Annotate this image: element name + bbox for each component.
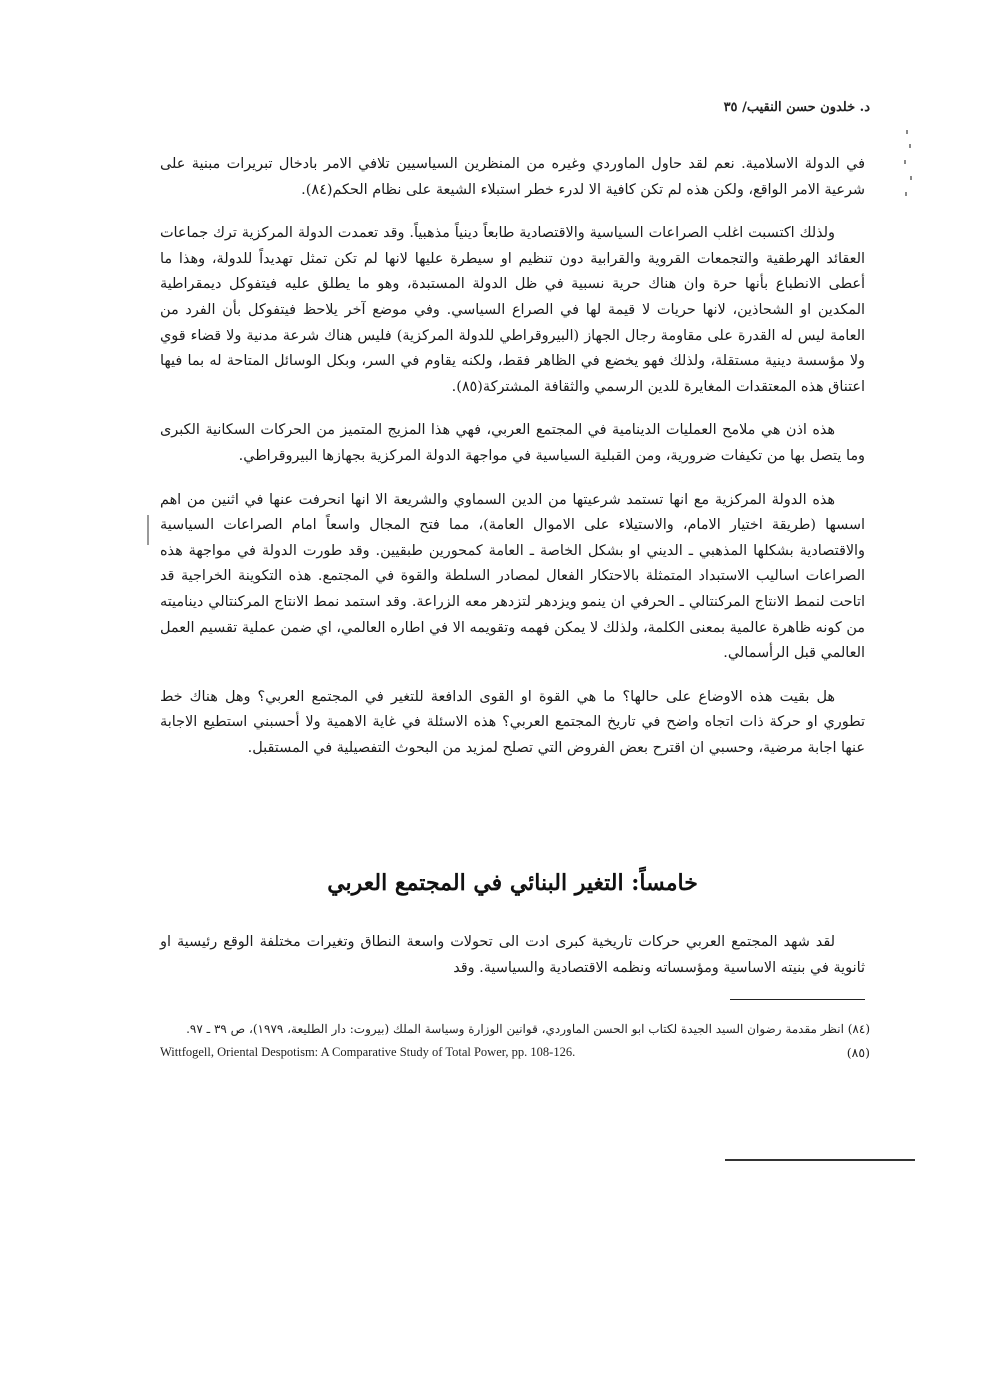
footnote-85-number: (٨٥) xyxy=(846,1045,870,1060)
footnote-85-text: Wittfogell, Oriental Despotism: A Comparative Study of Total Power, pp. 108-126. xyxy=(160,1045,576,1059)
paragraph-1: في الدولة الاسلامية. نعم لقد حاول الماوردي وغيره من المنظرين السياسيين تلافي الامر بادخال تبريرات مبنية على شرعية الامر الواقع، ولكن هذه لم تكن كافية الا لدرء خطر استبلاء الشيعة على نظام الحكم(٨٤). xyxy=(160,156,865,198)
footnote-85 xyxy=(160,1042,870,1063)
paragraph-2: ولذلك اكتسبت اغلب الصراعات السياسية والاقتصادية طابعاً دينياً مذهبياً. وقد تعمدت الدولة المركزية ترك جماعات العقائد الهرطقية والتجمعات القروية والقرابية دون تنظيم او سيطرة عليها لانها لم تكن تمثل تهديداً للدولة، وهذا ما أعطى الانطباع بأنها حرة وان هناك حرية نسبية في ظل الدولة المستبدة، وهو ما يطلق عليه فيتفوكل ديمقراطية المكدين او الشحاذين، لانها حريات لا قيمة لها في الصراع السياسي. وفي موضع آخر يلاحظ فيتفوكل بأن الفرد من العامة ليس له القدرة على مقاومة رجال الجهاز (البيروقراطي للدولة المركزية) فليس هناك شرعة مدنية ولا قضاء قوي ولا مؤسسة دينية مستقلة، ولذلك فهو يخضع في الظاهر فقط، ولكنه يقاوم في السر، وبكل الوسائل المتاحة له بما فيها اعتناق هذه المعتقدات المغايرة للدين الرسمي والثقافة المشتركة(٨٥). xyxy=(160,225,865,395)
footnote-separator xyxy=(730,999,865,1000)
paragraph-3: هذه اذن هي ملامح العمليات الدينامية في المجتمع العربي، فهي هذا المزيج المتميز من الحركات السكانية الكبرى وما يتصل بها من تكيفات ضرورية، ومن القبلية السياسية في مواجهة الدولة المركزية بجهازها البيروقراطي. xyxy=(160,422,865,464)
running-head: د. خلدون حسن النقيب/ ٣٥ xyxy=(723,100,870,115)
footnotes xyxy=(160,1019,870,1063)
section-heading: خامساً: التغير البنائي في المجتمع العربي xyxy=(327,870,698,896)
paragraph-5: هل بقيت هذه الاوضاع على حالها؟ ما هي القوة او القوى الدافعة للتغير في المجتمع العربي؟ وهل هناك خط تطوري او حركة ذات اتجاه واضح في تاريخ المجتمع العربي؟ هذه الاسئلة في غاية الاهمية ولا أحسبني استطيع الاجابة عنها اجابة مرضية، وحسبي ان اقترح بعض الفروض التي تصلح لمزيد من البحوث التفصيلية في المستقبل. xyxy=(160,688,865,756)
section-paragraph: لقد شهد المجتمع العربي حركات تاريخية كبرى ادت الى تحولات واسعة النطاق وتغيرات مختلفة الوقع رئيسية او ثانوية في بنيته الاساسية ومؤسساته ونظمه الاقتصادية والسياسية. وقد xyxy=(160,934,865,976)
margin-marks xyxy=(900,130,920,210)
body-text xyxy=(160,152,865,779)
section-body xyxy=(160,930,865,981)
scan-artifact-mark xyxy=(147,515,149,545)
bottom-rule xyxy=(725,1159,915,1161)
footnote-84: (٨٤) انظر مقدمة رضوان السيد الجيدة لكتاب ابو الحسن الماوردي، قوانين الوزارة وسياسة الملك (بيروت: دار الطليعة، ١٩٧٩)، ص ٣٩ ـ ٩٧. xyxy=(186,1022,870,1036)
paragraph-4: هذه الدولة المركزية مع انها تستمد شرعيتها من الدين السماوي والشريعة الا انها انحرفت عنها في اثنين من اهم اسسها (طريقة اختيار الامام، والاستيلاء على الاموال العامة)، مما فتح المجال واسعاً امام الصراعات السياسية والاقتصادية بشكلها المذهبي ـ الديني او بشكل الخاصة ـ العامة كمحورين طبقيين. وقد طورت الدولة في مواجهة هذه الصراعات اساليب الاستبداد المتمثلة بالاحتكار الفعال لمصادر السلطة والقوة في المجتمع. هذه التكوينة الخراجية قد اتاحت لنمط الانتاج المركنتالي ـ الحرفي ان ينمو ويزدهر لتزدهر معه الزراعة. وقد استمد نمط الانتاج المركنتالي ديناميته من كونه ظاهرة عالمية بمعنى الكلمة، ولذلك لا يمكن فهمه وتقويمه الا في اطاره العالمي، اي ضمن عملية تقسيم العمل العالمي قبل الرأسمالي. xyxy=(160,491,865,662)
